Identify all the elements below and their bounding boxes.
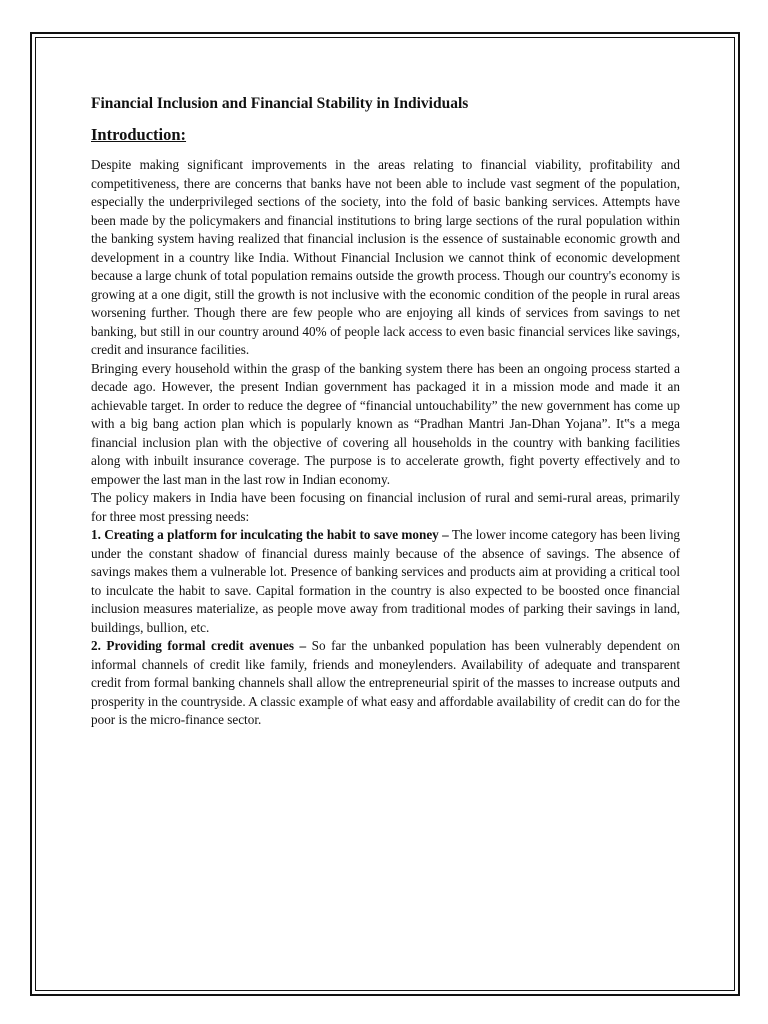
document-body bbox=[91, 94, 680, 730]
paragraph-5-lead: 2. Providing formal credit avenues – bbox=[91, 638, 307, 653]
paragraph-4-lead: 1. Creating a platform for inculcating the habit to save money – bbox=[91, 527, 449, 542]
paragraph-1: Despite making significant improvements in the areas relating to financial viability, profitability and competitiveness, there are concerns that banks have not been able to include vast segment of the population, especially the underprivileged sections of the society, into the fold of basic banking services. Attempts have been made by the policymakers and financial institutions to bring large sections of the rural population within the banking system having realized that financial inclusion is the essence of sustainable economic growth and development in a country like India. Without Financial Inclusion we cannot think of economic development because a large chunk of total population remains outside the growth process. Though our country's economy is growing at a one digit, still the growth is not inclusive with the economic condition of the people in rural areas worsening further. Though there are few people who are enjoying all kinds of services from savings to net banking, but still in our country around 40% of people lack access to even basic financial services like savings, credit and insurance facilities. bbox=[91, 157, 680, 357]
paragraph-5 bbox=[91, 637, 680, 730]
section-heading-introduction: Introduction: bbox=[91, 125, 187, 144]
paragraph-3: The policy makers in India have been focusing on financial inclusion of rural and semi-rural areas, primarily for three most pressing needs: bbox=[91, 490, 680, 524]
paragraph-4-body: The lower income category has been living under the constant shadow of financial duress mainly because of the absence of savings. The absence of savings makes them a vulnerable lot. Presence of banking services and products aim at providing a critical tool to inculcate the habit to save. Capital formation in the country is also expected to be boosted once financial inclusion measures materialize, as people move away from traditional modes of parking their savings in land, buildings, bullion, etc. bbox=[91, 527, 681, 635]
paragraph-4 bbox=[91, 526, 680, 637]
paragraph-5-body: So far the unbanked population has been vulnerably dependent on informal channels of credit like family, friends and moneylenders. Availability of adequate and transparent credit from formal banking channels shall allow the entrepreneurial spirit of the masses to increase outputs and prosperity in the countryside. A classic example of what easy and affordable availability of credit can do for the poor is the micro-finance sector. bbox=[91, 638, 680, 727]
document-title: Financial Inclusion and Financial Stability in Individuals bbox=[91, 95, 469, 112]
paragraph-2: Bringing every household within the grasp of the banking system there has been an ongoing process started a decade ago. However, the present Indian government has packaged it in a mission mode and made it an achievable target. In order to reduce the degree of “financial untouchability” the new government has come up with a big bang action plan which is popularly known as “Pradhan Mantri Jan-Dhan Yojana”. It‟s a mega financial inclusion plan with the objective of covering all households in the country with banking facilities along with inbuilt insurance coverage. The purpose is to accelerate growth, fight poverty effectively and to empower the last man in the last row in Indian economy. bbox=[91, 360, 680, 487]
